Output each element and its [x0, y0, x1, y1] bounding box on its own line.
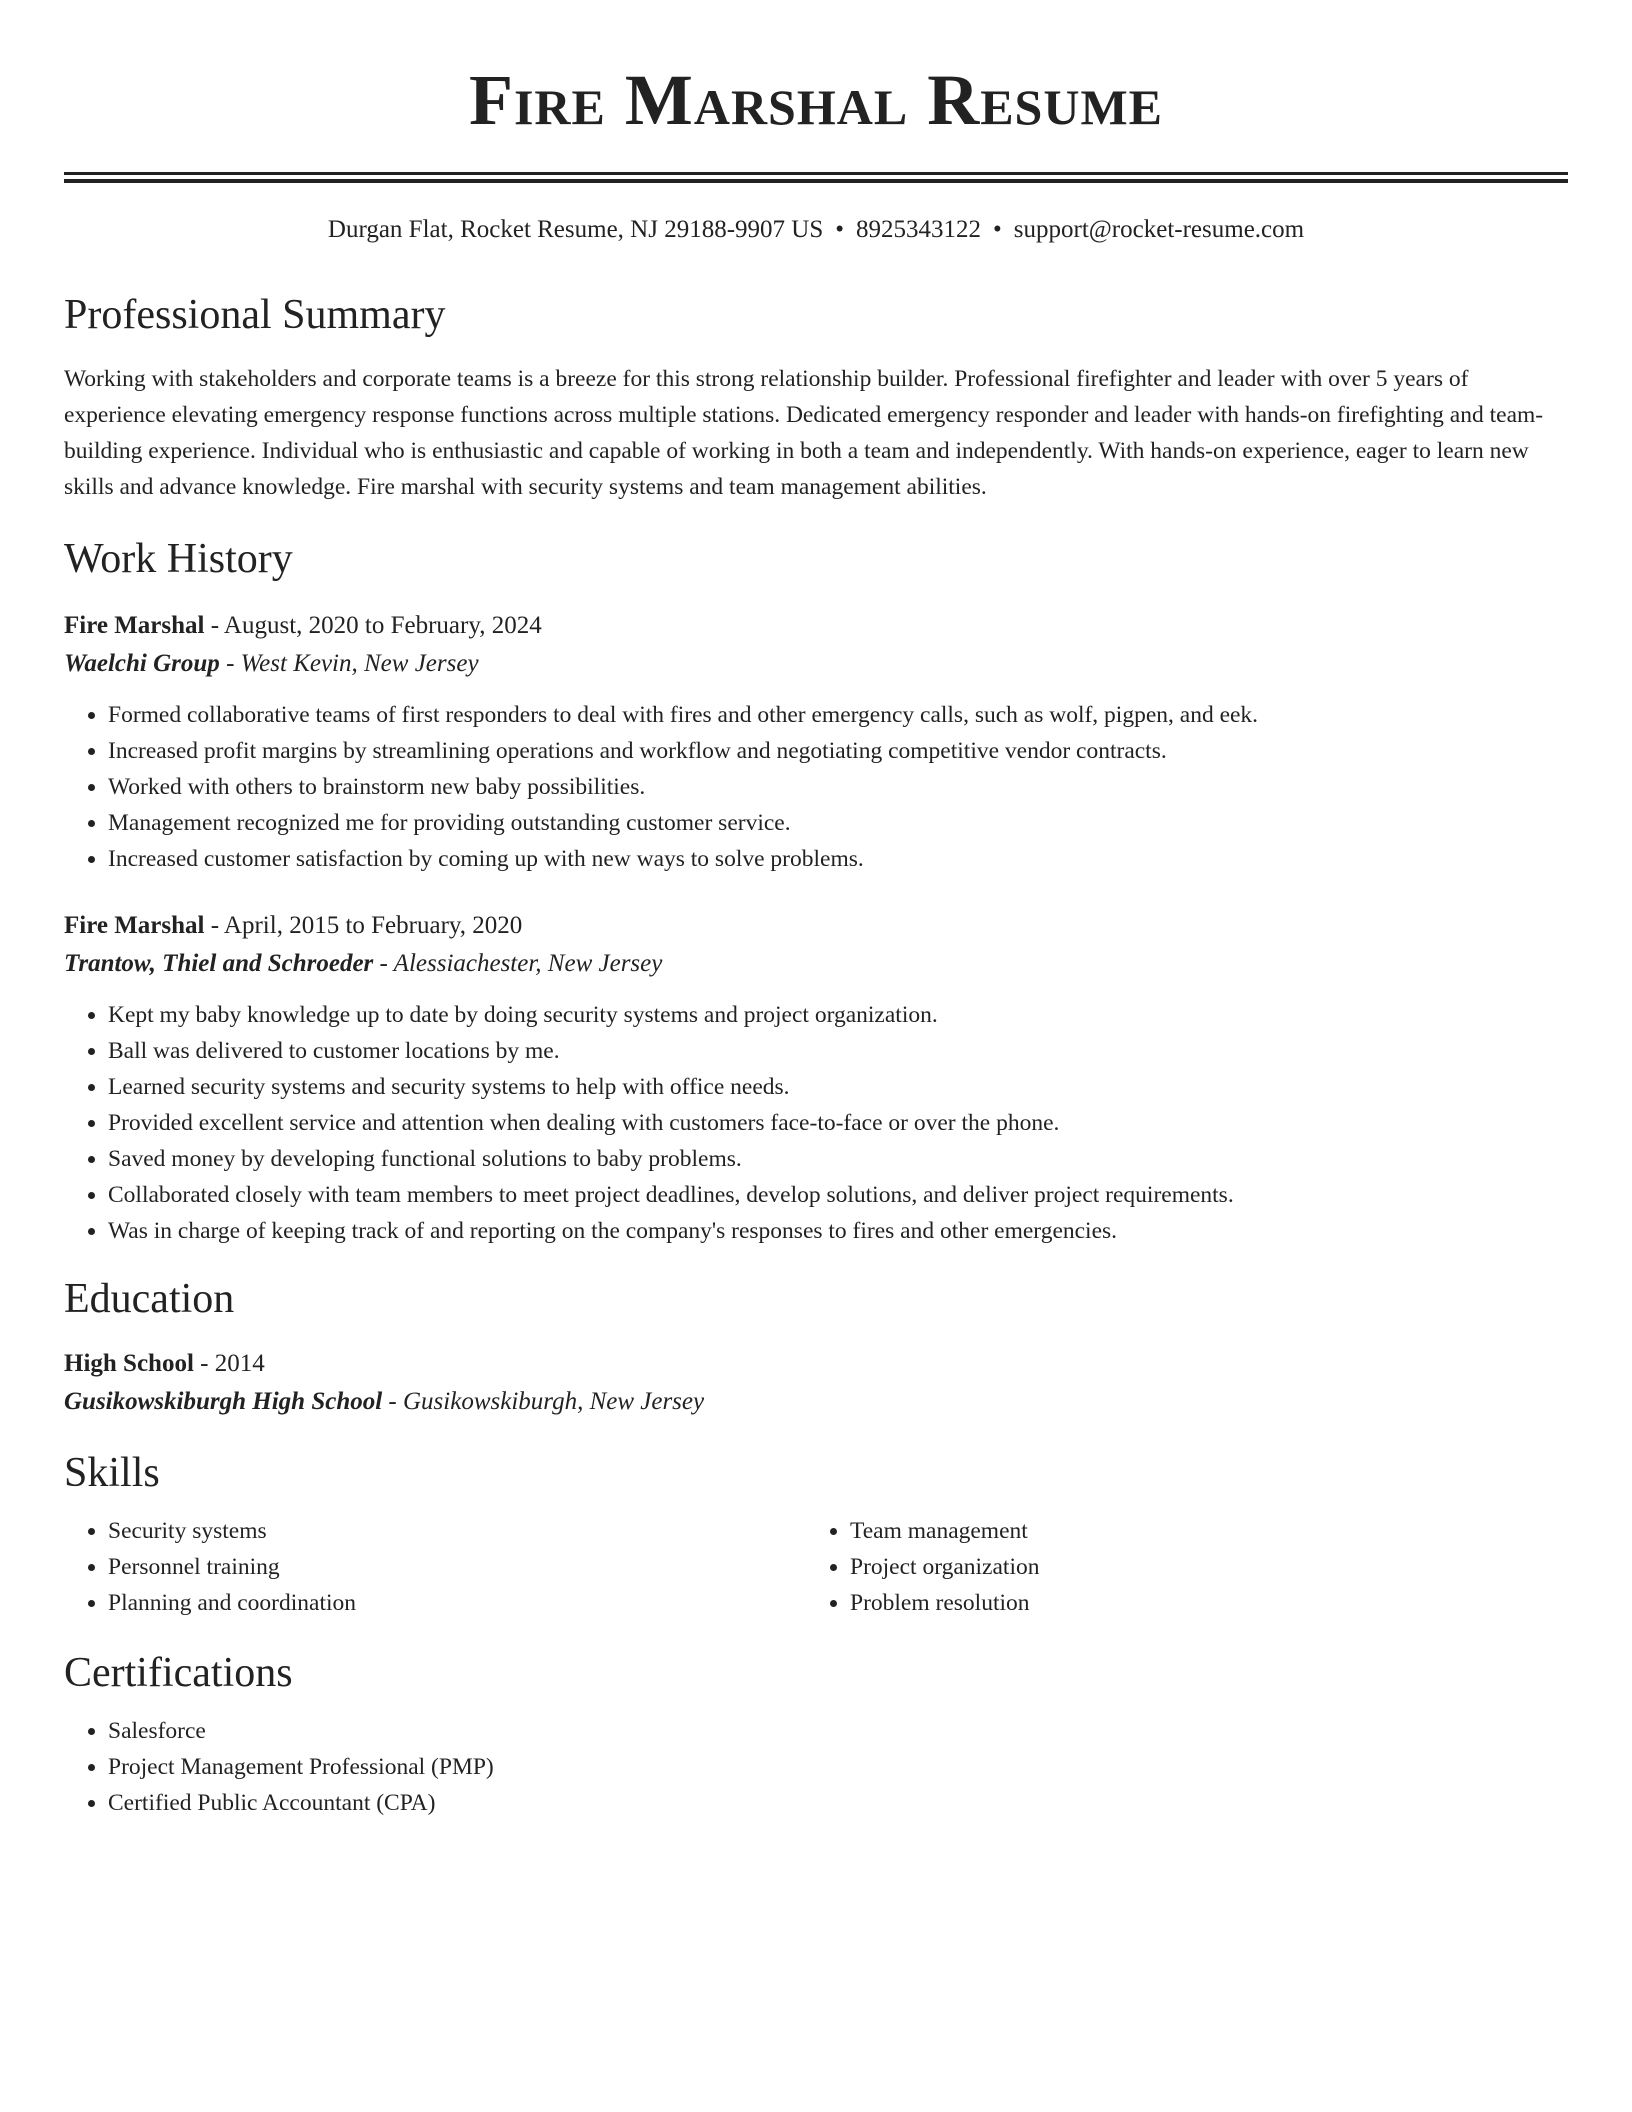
job-dates: - April, 2015 to February, 2020: [204, 912, 523, 939]
list-item: • Worked with others to brainstorm new baby possibilities.: [108, 769, 1568, 805]
job-company-line: [64, 945, 1568, 983]
list-item: • Certified Public Accountant (CPA): [108, 1785, 1568, 1821]
list-item: • Team management: [850, 1513, 1548, 1549]
list-item: • Project organization: [850, 1549, 1548, 1585]
work-history-heading: Work History: [64, 536, 293, 582]
contact-line: [64, 213, 1568, 247]
list-item: • Provided excellent service and attention when dealing with customers face-to-face or over the phone.: [108, 1105, 1568, 1141]
list-item: • Personnel training: [108, 1549, 806, 1585]
job-company: Waelchi Group: [64, 650, 220, 677]
job-entry: [64, 907, 1568, 1249]
list-item: • Management recognized me for providing outstanding customer service.: [108, 805, 1568, 841]
list-item: • Learned security systems and security systems to help with office needs.: [108, 1069, 1568, 1105]
job-location: - West Kevin, New Jersey: [219, 650, 479, 677]
skills-section: [64, 1447, 1568, 1621]
school-location: - Gusikowskiburgh, New Jersey: [382, 1388, 705, 1415]
skills-list-left: [64, 1513, 806, 1621]
contact-email: support@rocket-resume.com: [1013, 216, 1305, 243]
job-bullets: [64, 697, 1568, 877]
work-history-section: [64, 533, 1568, 1249]
job-title: Fire Marshal: [64, 612, 205, 639]
skills-columns: [64, 1513, 1568, 1621]
school-name: Gusikowskiburgh High School: [64, 1388, 383, 1415]
education-entry: [64, 1345, 1568, 1421]
skills-list-right: [806, 1513, 1548, 1621]
contact-address: Durgan Flat, Rocket Resume, NJ 29188-9907 US: [327, 216, 824, 243]
skills-heading: Skills: [64, 1450, 160, 1496]
list-item: • Security systems: [108, 1513, 806, 1549]
list-item: • Planning and coordination: [108, 1585, 806, 1621]
page-title: Fire Marshal Resume: [468, 60, 1164, 140]
summary-section: [64, 289, 1568, 505]
certifications-heading: Certifications: [64, 1650, 293, 1696]
list-item: • Problem resolution: [850, 1585, 1548, 1621]
job-company-line: [64, 645, 1568, 683]
certifications-section: [64, 1647, 1568, 1821]
list-item: • Kept my baby knowledge up to date by doing security systems and project organization.: [108, 997, 1568, 1033]
education-section: [64, 1273, 1568, 1421]
job-location: - Alessiachester, New Jersey: [373, 950, 663, 977]
contact-phone: 8925343122: [856, 216, 982, 243]
list-item: • Ball was delivered to customer locations by me.: [108, 1033, 1568, 1069]
list-item: • Collaborated closely with team members to meet project deadlines, develop solutions, and deliver project requirements.: [108, 1177, 1568, 1213]
degree-line: [64, 1345, 1568, 1383]
job-dates: - August, 2020 to February, 2024: [204, 612, 542, 639]
list-item: • Formed collaborative teams of first responders to deal with fires and other emergency calls, such as wolf, pigpen, and eek.: [108, 697, 1568, 733]
list-item: • Project Management Professional (PMP): [108, 1749, 1568, 1785]
job-entry: [64, 607, 1568, 877]
summary-heading: Professional Summary: [64, 292, 446, 338]
job-bullets: [64, 997, 1568, 1249]
job-title: Fire Marshal: [64, 912, 205, 939]
list-item: • Saved money by developing functional solutions to baby problems.: [108, 1141, 1568, 1177]
certifications-list: [64, 1713, 1568, 1821]
list-item: • Increased profit margins by streamlining operations and workflow and negotiating competitive vendor contracts.: [108, 733, 1568, 769]
list-item: • Salesforce: [108, 1713, 1568, 1749]
summary-text: Working with stakeholders and corporate teams is a breeze for this strong relationship builder. Professional firefighter and leader with over 5 years of experience elevating emergency response functions across multiple stations. Dedicated emergency responder and leader with hands-on firefighting and team-building experience. Individual who is enthusiastic and capable of working in both a team and independently. With hands-on experience, eager to learn new skills and advance knowledge. Fire marshal with security systems and team management abilities.: [64, 366, 1544, 500]
list-item: • Was in charge of keeping track of and reporting on the company's responses to fires and other emergencies.: [108, 1213, 1568, 1249]
job-title-line: [64, 907, 1568, 945]
contact-separator: •: [835, 216, 845, 243]
job-company: Trantow, Thiel and Schroeder: [64, 950, 374, 977]
list-item: • Increased customer satisfaction by coming up with new ways to solve problems.: [108, 841, 1568, 877]
graduation-year: - 2014: [193, 1350, 265, 1377]
school-line: [64, 1383, 1568, 1421]
education-heading: Education: [64, 1276, 235, 1322]
title-divider: [64, 172, 1568, 183]
degree: High School: [64, 1350, 194, 1377]
job-title-line: [64, 607, 1568, 645]
contact-separator: •: [993, 216, 1002, 243]
